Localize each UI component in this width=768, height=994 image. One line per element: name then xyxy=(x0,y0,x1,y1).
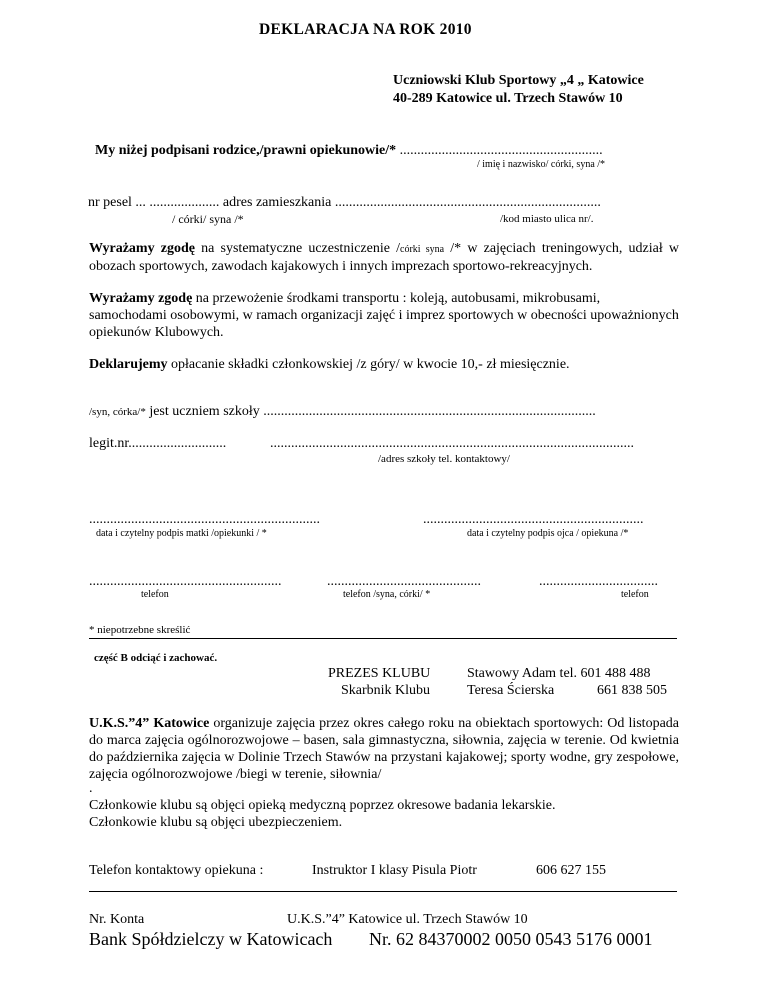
legit-right: ........................................................................................................ xyxy=(270,436,634,451)
club-name: Uczniowski Klub Sportowy „4 „ Katowice xyxy=(393,73,644,88)
cut-line xyxy=(89,638,677,639)
phone3-label: telefon xyxy=(621,589,649,600)
signature-mother-label: data i czytelny podpis matki /opiekunki / * xyxy=(96,528,267,539)
document-title: DEKLARACJA NA ROK 2010 xyxy=(259,21,472,38)
club-info-bold: U.K.S.”4” Katowice xyxy=(89,716,210,731)
fee-text: opłacanie składki członkowskiej /z góry/ w kwocie 10,- zł miesięcznie. xyxy=(167,357,570,372)
account-label: Nr. Konta xyxy=(89,912,145,927)
phone2-label: telefon /syna, córki/ * xyxy=(343,589,431,600)
consent-transport-bold: Wyrażamy zgodę xyxy=(89,291,193,306)
bottom-rule xyxy=(89,891,677,892)
consent-participation-bold: Wyrażamy zgodę xyxy=(89,241,195,256)
pesel-address-line: nr pesel ... .................... adres zamieszkania ............................................................................ xyxy=(88,195,601,210)
consent-participation xyxy=(89,240,679,275)
school-line xyxy=(89,403,596,421)
insurance-note: Członkowie klubu są objęci ubezpieczeniem. xyxy=(89,815,343,830)
part-b-note: część B odciąć i zachować. xyxy=(94,652,218,664)
phone1-label: telefon xyxy=(141,589,169,600)
legit-left: legit.nr............................ xyxy=(89,436,227,451)
legit-hint: /adres szkoły tel. kontaktowy/ xyxy=(378,453,510,465)
fee-bold: Deklarujemy xyxy=(89,357,168,372)
consent-participation-text-b: /* w zajęciach treningowych, udział w obozach sportowych, zawodach kajakowych i innych imprezach sportowo-rekreacyjnych. xyxy=(89,241,680,274)
consent-participation-small: córki syna xyxy=(400,244,445,255)
contact-instructor: Instruktor I klasy Pisula Piotr xyxy=(312,863,477,878)
contact-label: Telefon kontaktowy opiekuna : xyxy=(89,863,264,878)
officer-role-treasurer: Skarbnik Klubu xyxy=(341,683,431,698)
consent-transport xyxy=(89,290,679,341)
school-text: jest uczniem szkoły ............................................................................................... xyxy=(145,404,596,419)
parents-hint: / imię i nazwisko/ córki, syna /* xyxy=(477,159,606,170)
bank-name: Bank Spółdzielczy w Katowicach xyxy=(89,929,333,949)
parents-label: My niżej podpisani rodzice,/prawni opiekunowie/* xyxy=(95,143,397,158)
pesel-hint: / córki/ syna /* xyxy=(172,212,244,226)
phone1-dots: ....................................................... xyxy=(89,574,282,589)
parents-dots: .......................................................... xyxy=(396,143,603,158)
account-number: Nr. 62 84370002 0050 0543 5176 0001 xyxy=(369,929,653,949)
officer-treasurer-name: Teresa Ścierska xyxy=(467,683,555,698)
club-address: 40-289 Katowice ul. Trzech Stawów 10 xyxy=(393,91,623,106)
signature-mother-dots: .................................................................. xyxy=(89,512,320,527)
footnote: * niepotrzebne skreślić xyxy=(89,624,191,636)
consent-transport-text: na przewożenie środkami transportu : koleją, autobusami, mikrobusami, samochodami osobowymi, w ramach organizacji zajęć i imprez sportowych w obecności upoważnionych opiekunów Klubowych. xyxy=(89,291,679,340)
officer-president-contact: Stawowy Adam tel. 601 488 488 xyxy=(467,666,651,681)
contact-phone: 606 627 155 xyxy=(536,863,606,878)
signature-father-label: data i czytelny podpis ojca / opiekuna /* xyxy=(467,528,629,539)
phone2-dots: ............................................ xyxy=(327,574,481,589)
parents-line xyxy=(95,142,603,159)
consent-participation-text-a: na systematyczne uczestniczenie / xyxy=(194,241,401,256)
school-small: /syn, córka/* xyxy=(89,406,146,418)
club-info-text: organizuje zajęcia przez okres całego roku na obiektach sportowych: Od listopada do marca zajęcia ogólnorozwojowe – basen, sala gimnastyczna, siłownia, zajęcia w terenie. Od kwietnia do października zajęcia w Dolinie Trzech Stawów na przystani kajakowej; sporty wodne, gry zespołowe, zajęcia ogólnorozwojowe /biegi w terenie, siłownia/ xyxy=(89,716,679,782)
fee-declaration xyxy=(89,356,570,373)
signature-father-dots: ............................................................... xyxy=(423,512,644,527)
club-info xyxy=(89,715,679,783)
account-holder: U.K.S.”4” Katowice ul. Trzech Stawów 10 xyxy=(287,912,528,927)
medical-note: Członkowie klubu są objęci opieką medyczną poprzez okresowe badania lekarskie. xyxy=(89,798,556,813)
officer-role-president: PREZES KLUBU xyxy=(328,666,431,681)
club-info-dot: . xyxy=(89,781,93,796)
officer-treasurer-phone: 661 838 505 xyxy=(597,683,667,698)
address-hint: /kod miasto ulica nr/. xyxy=(500,213,594,225)
phone3-dots: .................................. xyxy=(539,574,658,589)
